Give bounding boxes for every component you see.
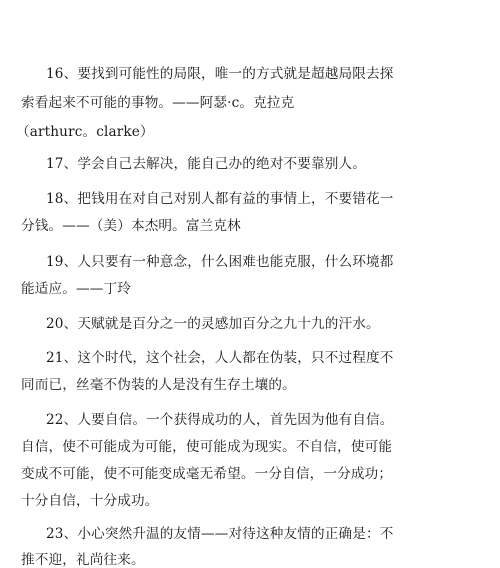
quote-16-line-3: （arthurc。clarke） bbox=[16, 124, 154, 140]
quote-22-line-2: 自信，使不可能成为可能，使可能成为现实。不自信，使可能 bbox=[21, 439, 393, 455]
quote-20-line-1: 20、天赋就是百分之一的灵感加百分之九十九的汗水。 bbox=[46, 316, 380, 332]
quote-22-line-4: 十分自信，十分成功。 bbox=[21, 493, 159, 509]
quote-21-line-1: 21、这个时代，这个社会，人人都在伪装，只不过程度不 bbox=[46, 350, 394, 366]
quote-18-line-1: 18、把钱用在对自己对别人都有益的事情上，不要错花一 bbox=[46, 191, 394, 207]
quote-22-line-3: 变成不可能，使不可能变成毫无希望。一分自信，一分成功； bbox=[21, 466, 393, 482]
quote-21-line-2: 同而已，丝毫不伪装的人是没有生存土壤的。 bbox=[21, 377, 296, 393]
quote-16-line-2: 索看起来不可能的事物。——阿瑟·c。克拉克 bbox=[21, 95, 295, 111]
quote-23-line-1: 23、小心突然升温的友情——对待这种友情的正确是：不 bbox=[46, 526, 394, 542]
quote-17-line-1: 17、学会自己去解决，能自己办的绝对不要靠别人。 bbox=[46, 156, 366, 172]
quote-22-line-1: 22、人要自信。一个获得成功的人，首先因为他有自信。 bbox=[46, 412, 394, 428]
quote-19-line-2: 能适应。——丁玲 bbox=[21, 281, 131, 297]
quote-23-line-2: 推不迎，礼尚往来。 bbox=[21, 552, 145, 568]
quote-19-line-1: 19、人只要有一种意念，什么困难也能克服，什么环境都 bbox=[46, 254, 394, 270]
quote-18-line-2: 分钱。——（美）本杰明。富兰克林 bbox=[21, 218, 241, 234]
quote-16-line-1: 16、要找到可能性的局限，唯一的方式就是超越局限去探 bbox=[46, 66, 394, 82]
